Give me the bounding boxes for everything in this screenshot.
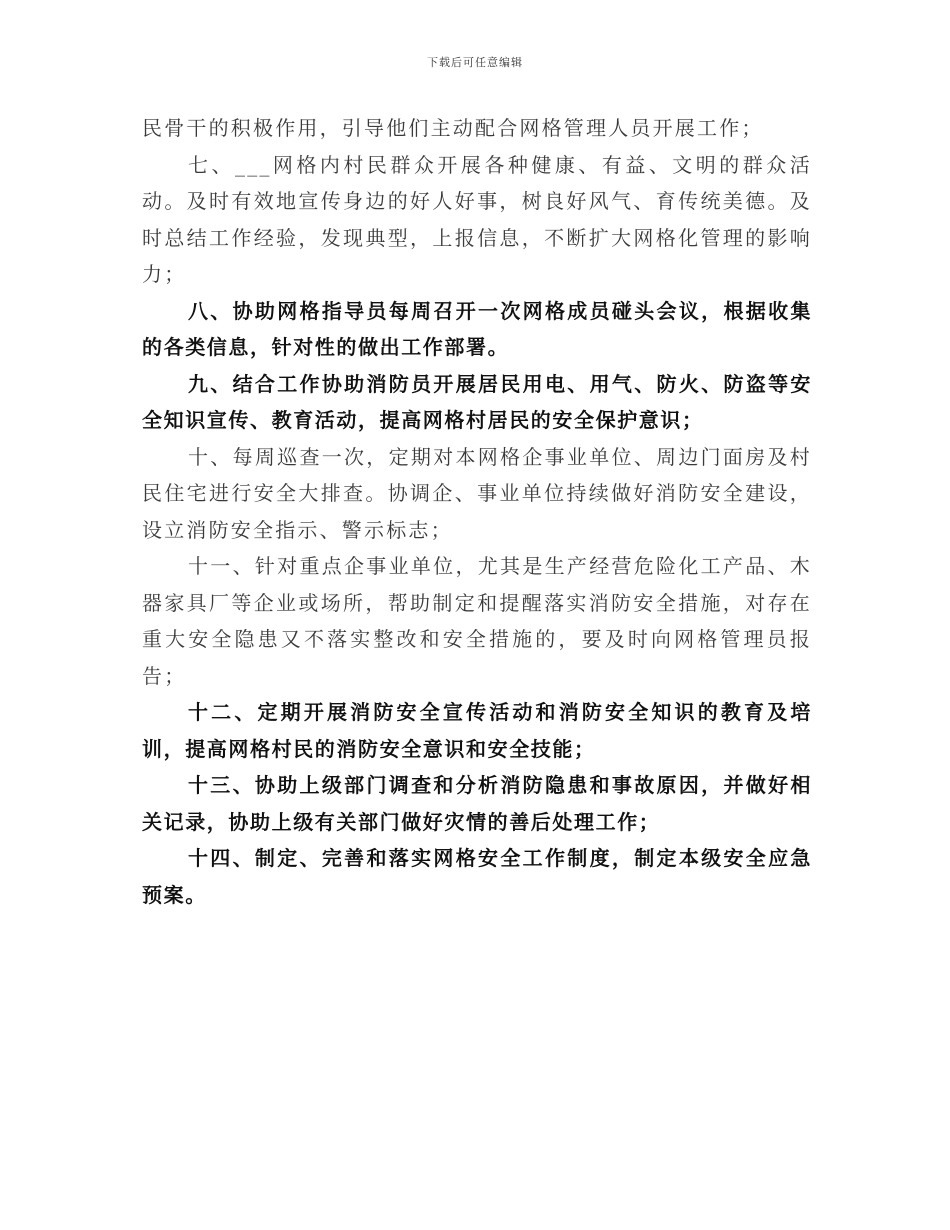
paragraph-10: 十、每周巡查一次，定期对本网格企事业单位、周边门面房及村民住宅进行安全大排查。协调企、事业单位持续做好消防安全建设，设立消防安全指示、警示标志； <box>142 444 812 542</box>
document-body <box>142 110 812 913</box>
paragraph-continuation: 民骨干的积极作用，引导他们主动配合网格管理人员开展工作； <box>142 116 764 140</box>
paragraph-11: 十一、针对重点企事业单位，尤其是生产经营危险化工产品、木器家具厂等企业或场所，帮助制定和提醒落实消防安全措施，对存在重大安全隐患又不落实整改和安全措施的，要及时向网格管理员报告； <box>142 554 812 688</box>
page-header: 下载后可任意编辑 <box>427 56 523 69</box>
paragraph-13: 十三、协助上级部门调查和分析消防隐患和事故原因，并做好相关记录，协助上级有关部门做好灾情的善后处理工作； <box>142 773 812 834</box>
paragraph-9: 九、结合工作协助消防员开展居民用电、用气、防火、防盗等安全知识宣传、教育活动，提高网格村居民的安全保护意识； <box>142 371 812 432</box>
paragraph-14: 十四、制定、完善和落实网格安全工作制度，制定本级安全应急预案。 <box>142 846 812 907</box>
paragraph-12: 十二、定期开展消防安全宣传活动和消防安全知识的教育及培训，提高网格村民的消防安全意识和安全技能； <box>142 700 812 761</box>
paragraph-8: 八、协助网格指导员每周召开一次网格成员碰头会议，根据收集的各类信息，针对性的做出工作部署。 <box>142 298 812 359</box>
paragraph-7: 七、___网格内村民群众开展各种健康、有益、文明的群众活动。及时有效地宣传身边的好人好事，树良好风气、育传统美德。及时总结工作经验，发现典型，上报信息，不断扩大网格化管理的影响力； <box>142 152 812 286</box>
